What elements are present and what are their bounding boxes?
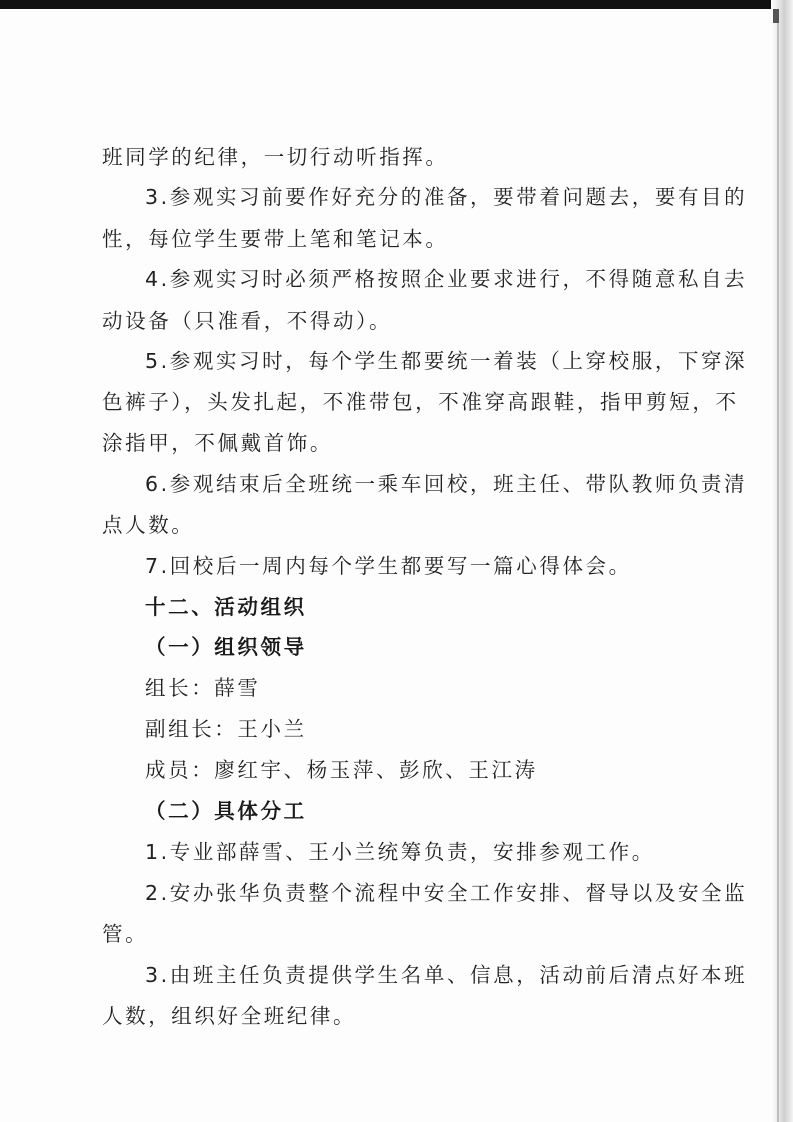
body-text-line: 人数，组织好全班纪律。 (102, 1004, 357, 1028)
list-item-7: 7.回校后一周内每个学生都要写一篇心得体会。 (145, 554, 632, 578)
list-item-1: 1.专业部薛雪、王小兰统筹负责，安排参观工作。 (145, 840, 655, 864)
body-text-line: 点人数。 (102, 513, 195, 537)
subsection-heading: （一）组织领导 (145, 635, 307, 659)
deputy-leader-line: 副组长：王小兰 (145, 717, 307, 741)
members-line: 成员：廖红宇、杨玉萍、彭欣、王江涛 (145, 758, 538, 782)
body-text-line: 班同学的纪律，一切行动听指挥。 (102, 145, 449, 169)
scan-right-edge (771, 0, 793, 1122)
list-item-3: 3.由班主任负责提供学生名单、信息，活动前后清点好本班 (145, 963, 748, 987)
subsection-heading: （二）具体分工 (145, 799, 307, 823)
list-item-2: 2.安办张华负责整个流程中安全工作安排、督导以及安全监 (145, 881, 748, 905)
body-text-line: 管。 (102, 922, 149, 946)
body-text-line: 性，每位学生要带上笔和笔记本。 (102, 227, 449, 251)
scan-corner-mark (773, 9, 779, 23)
section-heading: 十二、活动组织 (145, 595, 307, 619)
body-text-line: 涂指甲，不佩戴首饰。 (102, 431, 333, 455)
scan-top-border (0, 0, 793, 9)
list-item-6: 6.参观结束后全班统一乘车回校，班主任、带队教师负责清 (145, 472, 748, 496)
list-item-3: 3.参观实习前要作好充分的准备，要带着问题去，要有目的 (145, 185, 748, 209)
body-text-line: 动设备（只准看，不得动）。 (102, 309, 393, 333)
scan-right-fold-line (777, 9, 779, 1122)
body-text-line: 色裤子），头发扎起，不准带包，不准穿高跟鞋，指甲剪短，不 (102, 390, 739, 414)
leader-line: 组长：薛雪 (145, 676, 261, 700)
list-item-5: 5.参观实习时，每个学生都要统一着装（上穿校服，下穿深 (145, 349, 748, 373)
list-item-4: 4.参观实习时必须严格按照企业要求进行，不得随意私自去 (145, 267, 748, 291)
